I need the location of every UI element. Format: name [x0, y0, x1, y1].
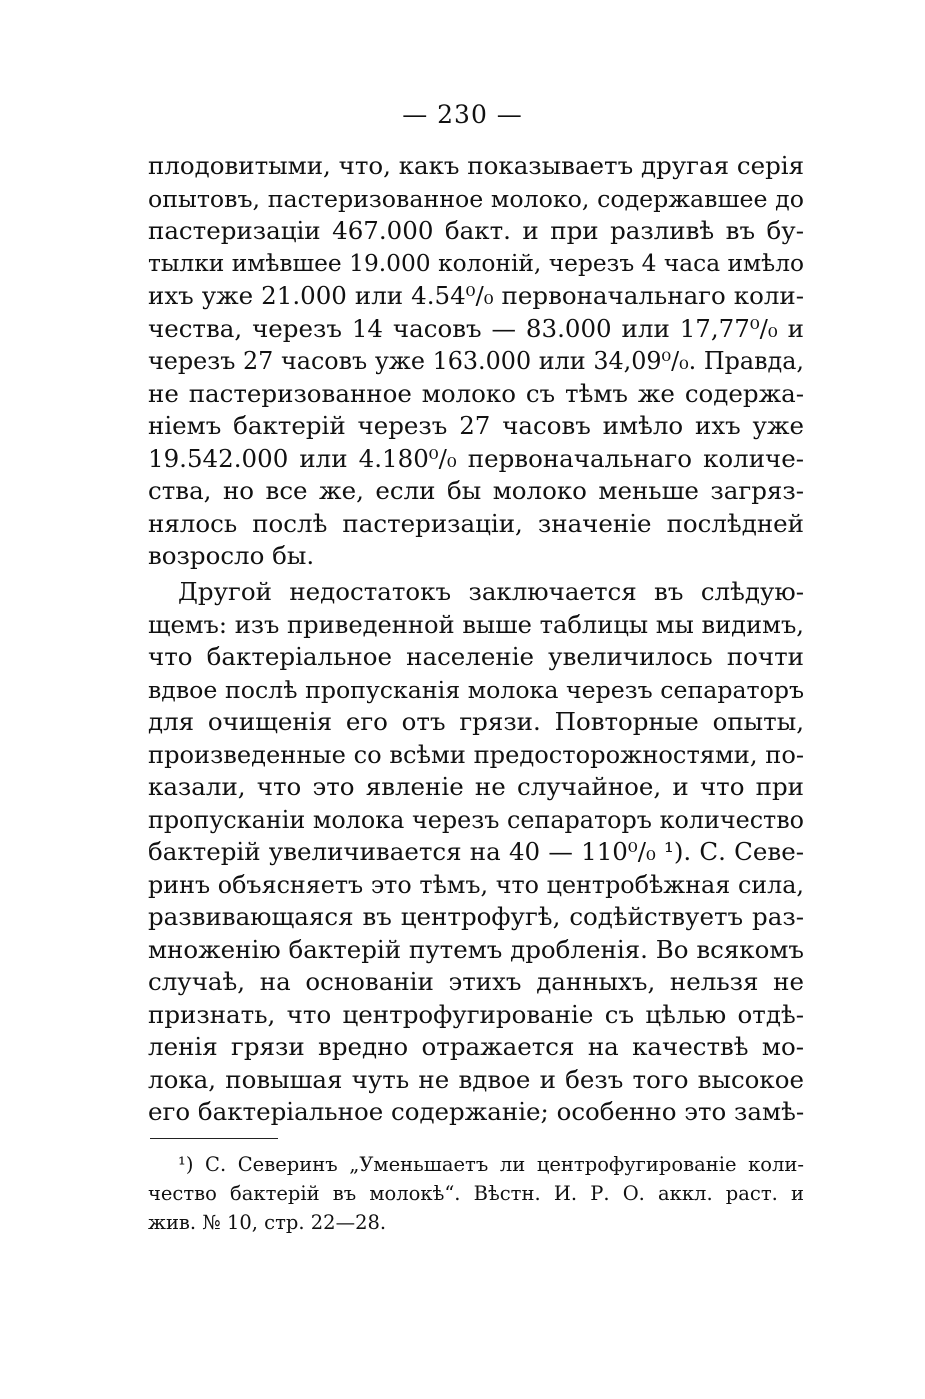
- text-line: бактерій увеличивается на 40 — 110⁰/₀ ¹). С. Севе-: [148, 837, 804, 866]
- paragraph-1: [148, 150, 804, 573]
- text-line: его бактеріальное содержаніе; особенно это замѣ-: [148, 1097, 805, 1126]
- text-line: опытовъ, пастеризованное молоко, содержавшее до: [148, 184, 804, 213]
- text-line: лока, повышая чуть не вдвое и безъ того высокое: [148, 1064, 804, 1094]
- footnote-divider: [150, 1138, 278, 1139]
- footnote-line: жив. № 10, стр. 22—28.: [148, 1211, 387, 1234]
- text-line: щемъ: изъ приведенной выше таблицы мы видимъ,: [148, 610, 804, 639]
- text-line: что бактеріальное населеніе увеличилось почти: [148, 642, 804, 671]
- text-line: пропусканіи молока черезъ сепараторъ количество: [148, 805, 804, 834]
- text-line: чества, черезъ 14 часовъ — 83.000 или 17,77⁰/₀ и: [148, 313, 804, 343]
- text-line: ства, но все же, если бы молоко меньше загряз-: [148, 476, 804, 505]
- text-line: казали, что это явленіе не случайное, и что при: [148, 772, 804, 801]
- text-line: для очищенія его отъ грязи. Повторные опыты,: [148, 707, 804, 736]
- page-number: — 230 —: [402, 100, 523, 129]
- text-line: множенію бактерій путемъ дробленія. Во всякомъ: [148, 934, 804, 964]
- text-line: черезъ 27 часовъ уже 163.000 или 34,09⁰/₀. Правда,: [148, 347, 804, 375]
- text-line: плодовитыми, что, какъ показываетъ другая серія: [148, 151, 805, 180]
- text-line: ринъ объясняетъ это тѣмъ, что центробѣжная сила,: [148, 870, 804, 899]
- text-line: произведенные со всѣми предосторожностями, по-: [148, 740, 804, 769]
- footnote: [148, 1150, 804, 1237]
- footnote-line: ¹) С. Северинъ „Уменьшаетъ ли центрофугированіе коли-: [178, 1153, 804, 1176]
- paragraph-2: [148, 576, 804, 1129]
- text-line: вдвое послѣ пропусканія молока черезъ сепараторъ: [148, 675, 804, 704]
- text-line: 19.542.000 или 4.180⁰/₀ первоначальнаго количе-: [148, 443, 804, 473]
- text-line: признать, что центрофугированіе съ цѣлью отдѣ-: [148, 999, 804, 1029]
- text-line: ленія грязи вредно отражается на качествѣ мо-: [148, 1032, 804, 1061]
- text-line: пастеризаціи 467.000 бакт. и при разливѣ въ бу-: [148, 216, 804, 245]
- text-line: нялось послѣ пастеризаціи, значеніе послѣдней: [148, 508, 804, 538]
- text-line: ніемъ бактерій черезъ 27 часовъ имѣло ихъ уже: [148, 411, 804, 440]
- text-line: ихъ уже 21.000 или 4.54⁰/₀ первоначальнаго коли-: [148, 281, 804, 310]
- text-line: случаѣ, на основаніи этихъ данныхъ, нельзя не: [148, 967, 804, 996]
- text-line: не пастеризованное молоко съ тѣмъ же содержа-: [148, 378, 804, 408]
- text-line: возросло бы.: [148, 541, 315, 570]
- text-line: тылки имѣвшее 19.000 колоній, черезъ 4 часа имѣло: [148, 249, 804, 277]
- footnote-line: чество бактерій въ молокѣ“. Вѣстн. И. Р. О. аккл. раст. и: [148, 1182, 804, 1205]
- text-line: развивающаяся въ центрофугѣ, содѣйствуетъ раз-: [148, 902, 804, 931]
- text-line: Другой недостатокъ заключается въ слѣдую-: [178, 577, 804, 606]
